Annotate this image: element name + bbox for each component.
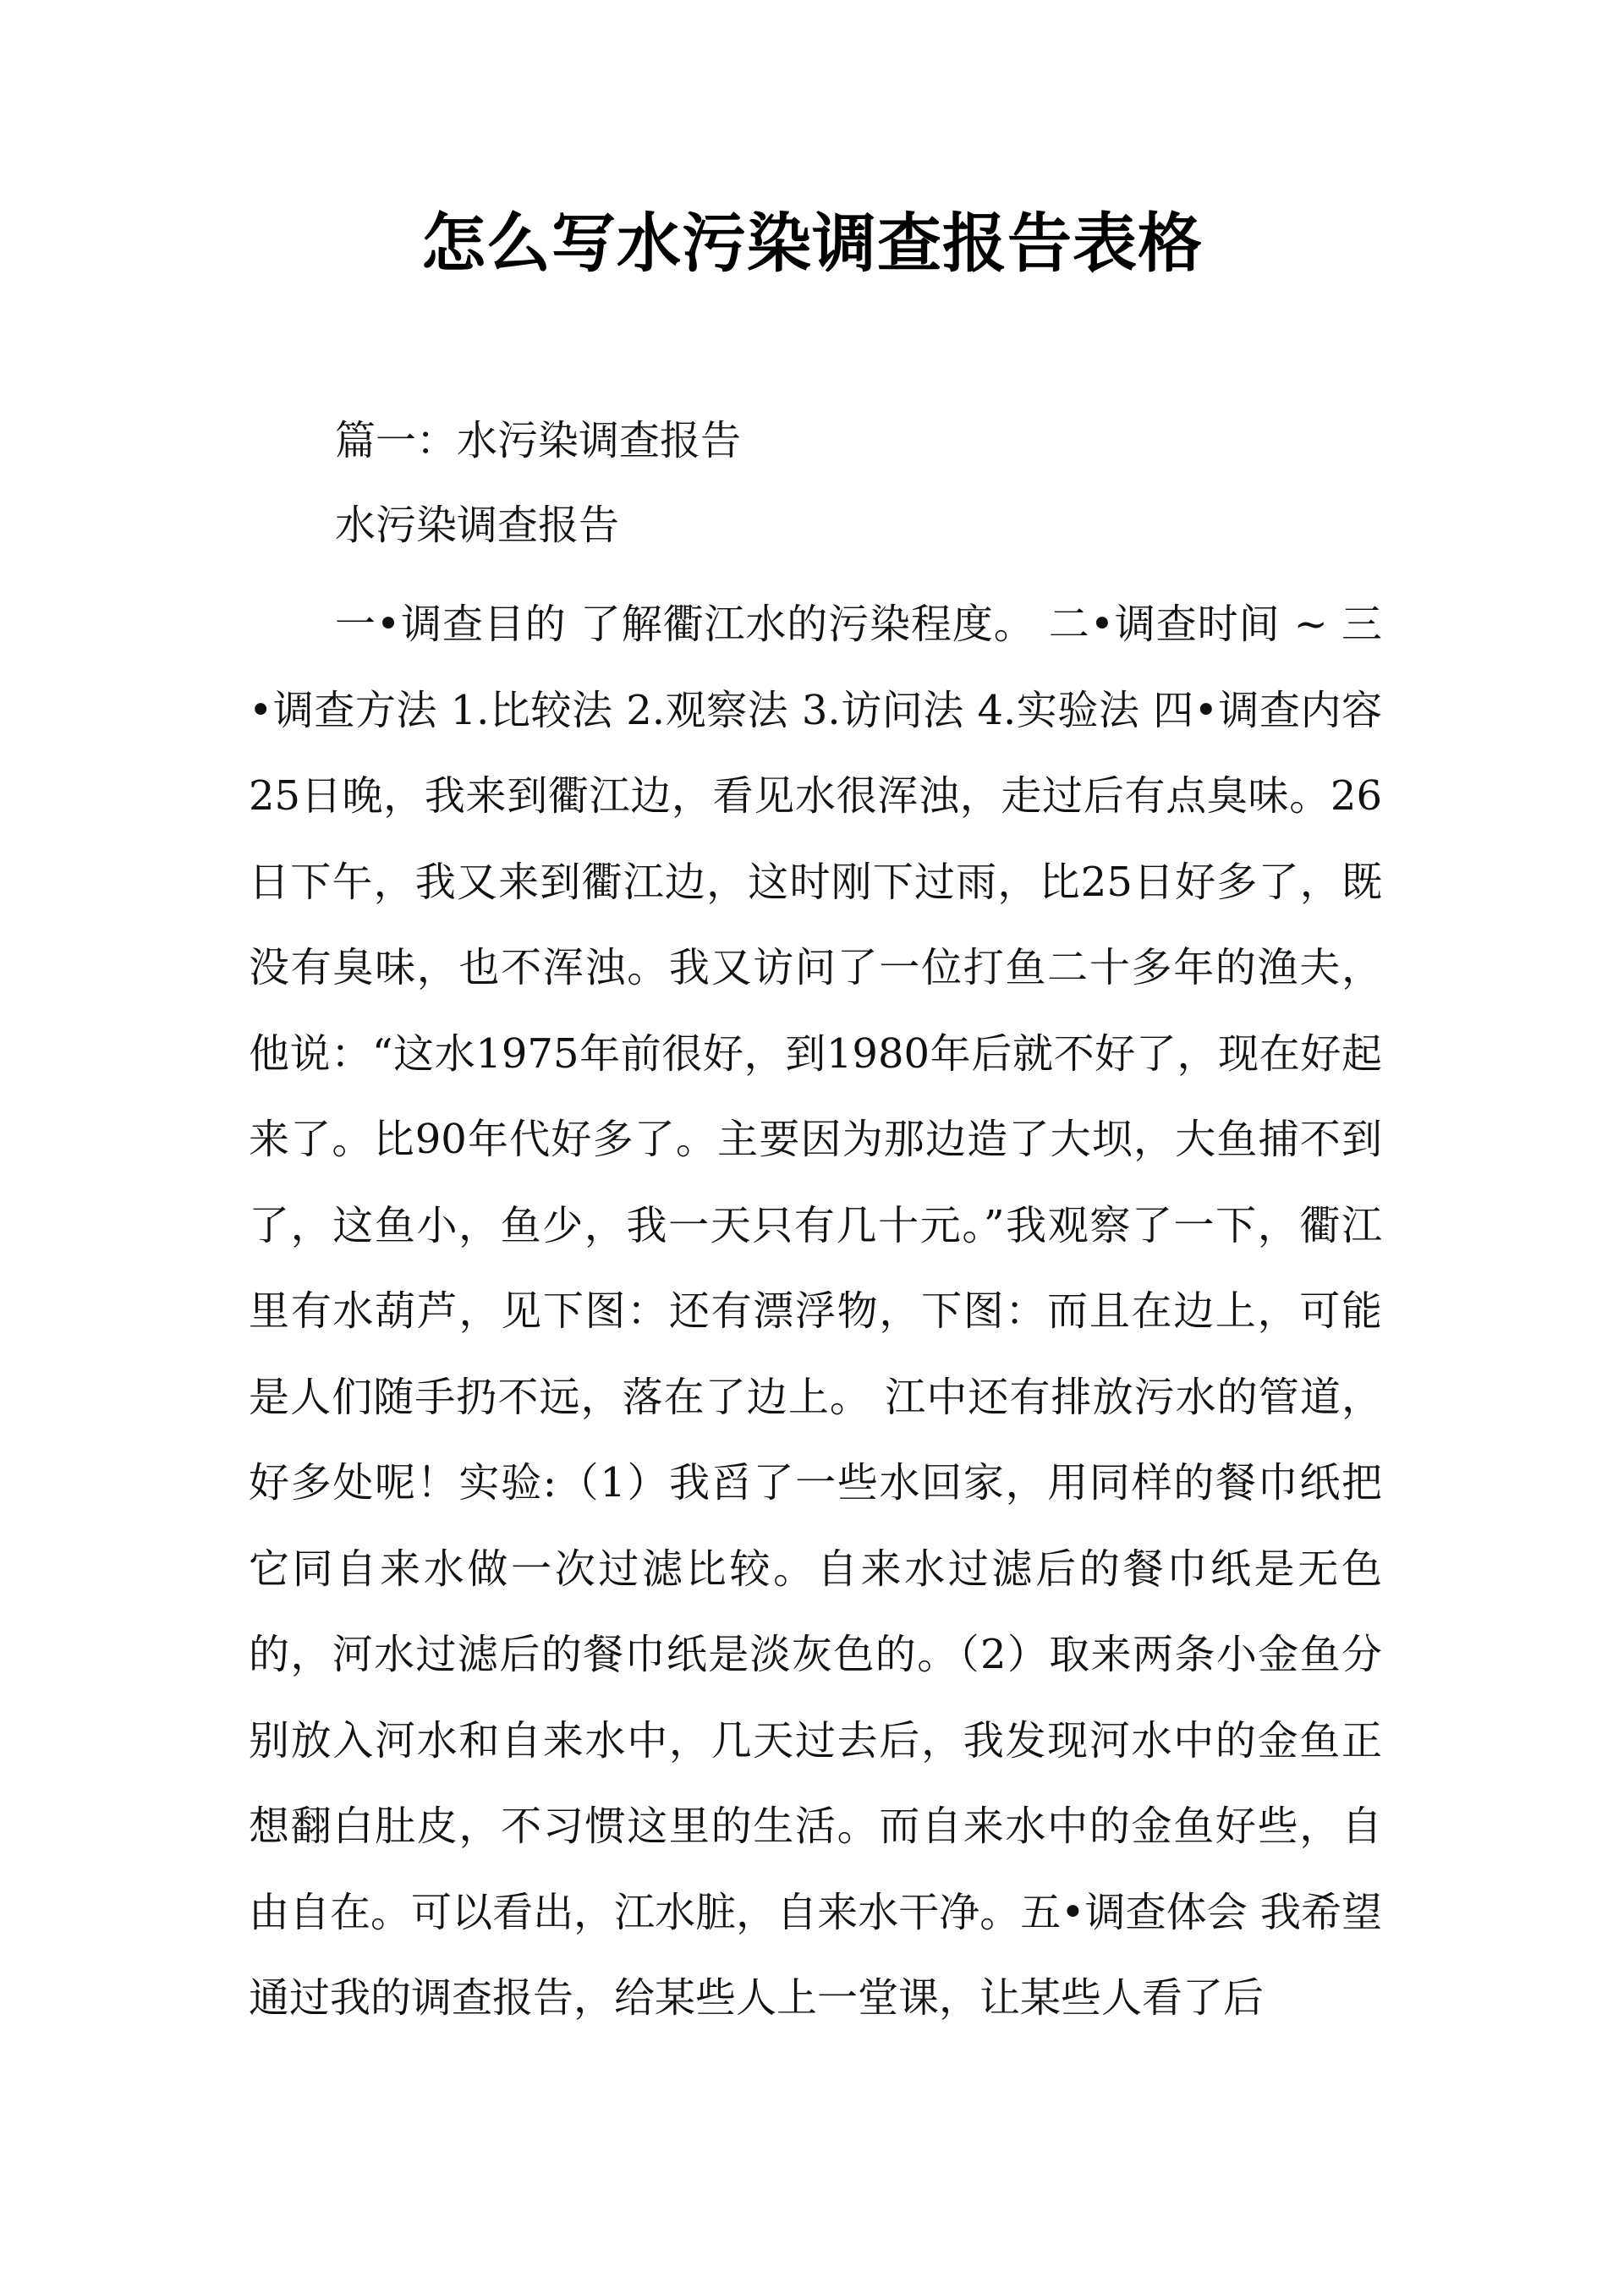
section-label: 篇一：水污染调查报告 bbox=[335, 417, 742, 464]
document-title: 怎么写水污染调查报告表格 bbox=[421, 206, 1203, 281]
report-body-paragraph: 一•调查目的 了解衢江水的污染程度。 二•调查时间 ~ 三•调查方法 1.比较法 2.观察法 3.访问法 4.实验法 四•调查内容25日晚，我来到衢江边，看见水很浑浊，走过后有点臭味。26日下午，我又来到衢江边，这时刚下过雨，比25日好多了，既没有臭味，也不浑浊。我又访问了一位打鱼二十多年的渔夫，他说：“这水1975年前很好，到1980年后就不好了，现在好起来了。比90年代好多了。主要因为那边造了大坝，大鱼捕不到了，这鱼小，鱼少，我一天只有几十元。”我观察了一下，衢江里有水葫芦，见下图：还有漂浮物，下图：而且在边上，可能是人们随手扔不远，落在了边上。 江中还有排放污水的管道，好多处呢！实验:（1）我舀了一些水回家，用同样的餐巾纸把它同自来水做一次过滤比较。自来水过滤后的餐巾纸是无色的，河水过滤后的餐巾纸是淡灰色的。（2）取来两条小金鱼分别放入河水和自来水中，几天过去后，我发现河水中的金鱼正想翻白肚皮，不习惯这里的生活。而自来水中的金鱼好些，自由自在。可以看出，江水脏，自来水干净。五•调查体会 我希望通过我的调查报告，给某些人上一堂课，让某些人看了后 bbox=[249, 601, 1382, 2022]
report-title: 水污染调查报告 bbox=[335, 502, 620, 549]
